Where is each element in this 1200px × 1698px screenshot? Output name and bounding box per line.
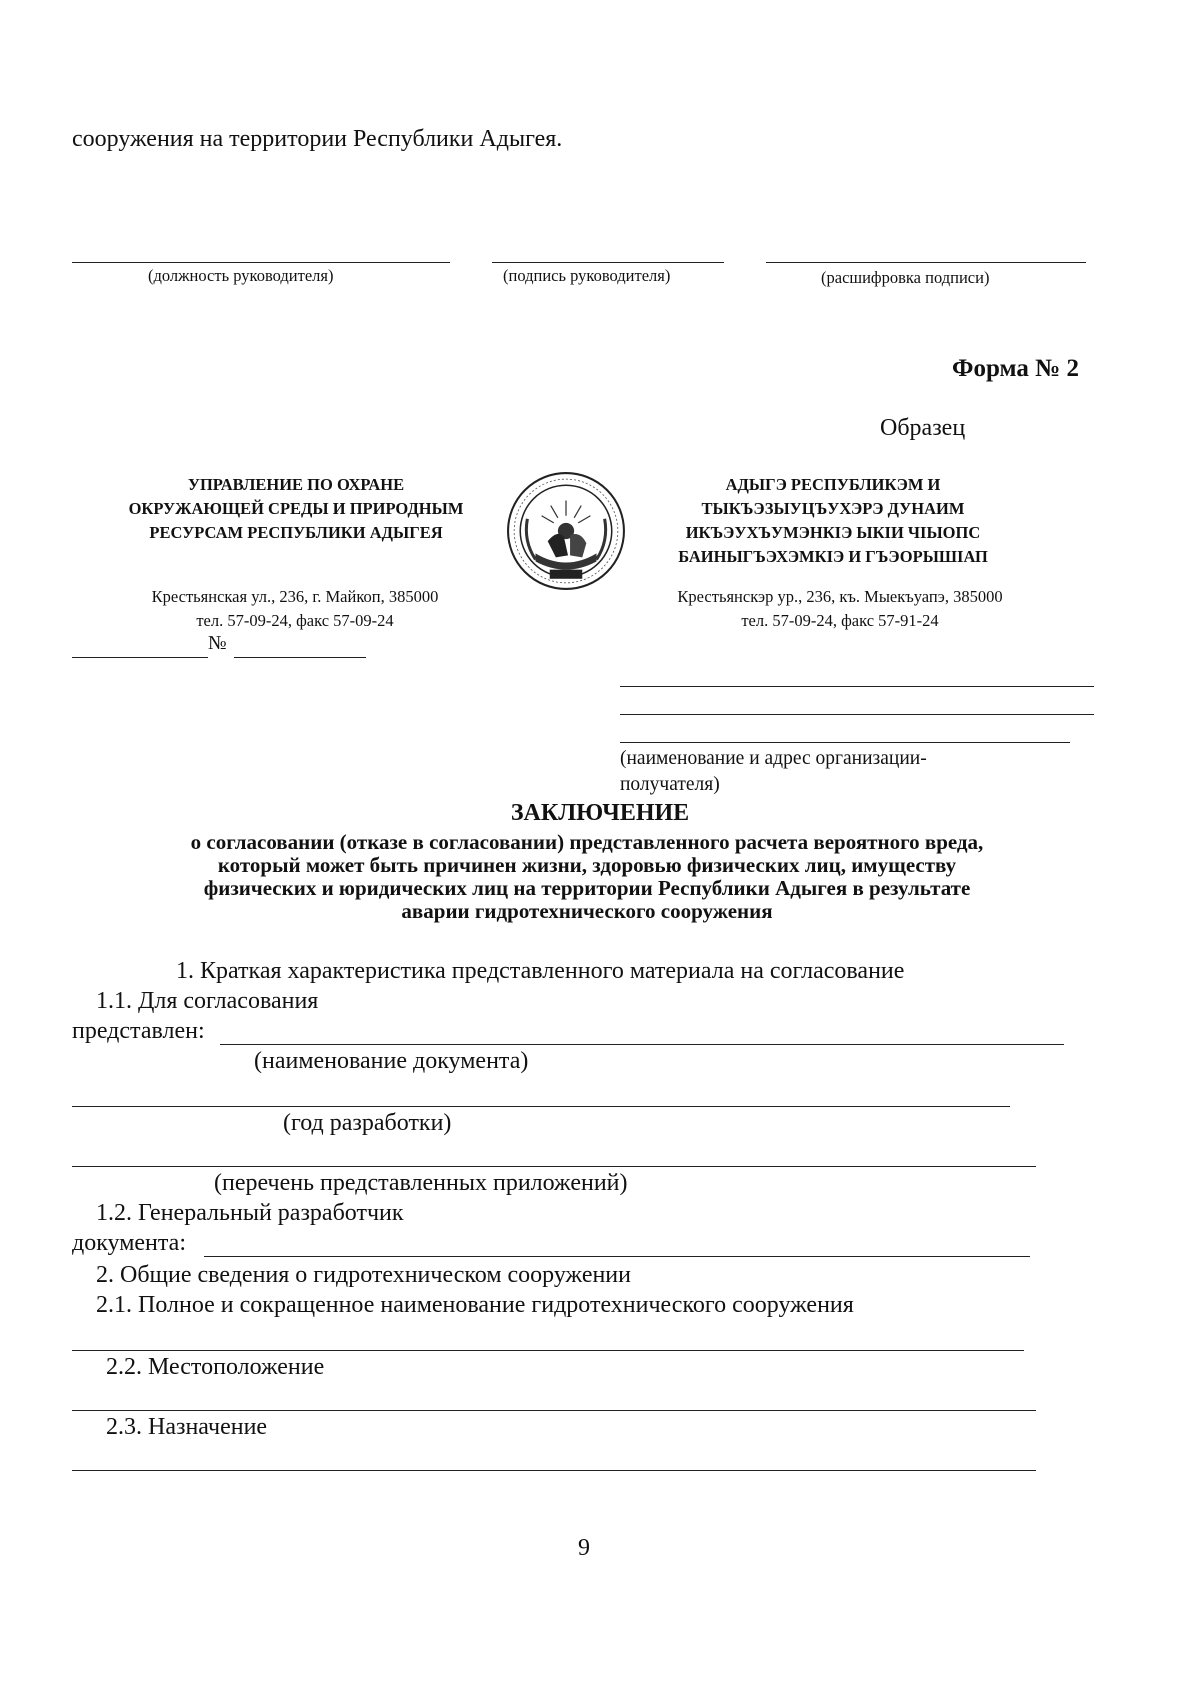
signature-line [492,262,724,263]
location-line[interactable] [72,1410,1036,1411]
header-left-org-line: ОКРУЖАЮЩЕЙ СРЕДЫ И ПРИРОДНЫМ [128,499,464,518]
header-left-org [95,473,497,545]
position-caption: (должность руководителя) [148,266,334,285]
document-subtitle [72,831,1102,923]
header-left-contacts [95,585,495,633]
header-right-address: Крестьянскэр ур., 236, къ. Мыекъуапэ, 385000 [677,587,1003,606]
subtitle-line: аварии гидротехнического сооружения [401,899,773,923]
outgoing-number-line [234,657,366,658]
purpose-line[interactable] [72,1470,1036,1471]
subtitle-line: который может быть причинен жизни, здоровью физических лиц, имуществу [217,853,957,877]
sample-label: Образец [880,415,966,441]
decode-caption: (расшифровка подписи) [821,268,990,287]
recipient-line [620,714,1094,715]
subtitle-line: о согласовании (отказе в согласовании) представленного расчета вероятного вреда, [190,830,984,854]
form-number: Форма № 2 [952,355,1079,382]
document-label: документа: [72,1230,186,1256]
recipient-line [620,686,1094,687]
section-1: 1. Краткая характеристика представленного материала на согласование [176,958,905,984]
recipient-caption: (наименование и адрес организации- [620,748,927,769]
header-right-phone: тел. 57-09-24, факс 57-91-24 [741,611,939,630]
position-line [72,262,450,263]
top-text: сооружения на территории Республики Адыгея. [72,126,563,152]
document-title: ЗАКЛЮЧЕНИЕ [510,800,690,826]
year-line[interactable] [72,1106,1010,1107]
year-caption: (год разработки) [283,1110,452,1136]
presented-label: представлен: [72,1018,205,1044]
section-2: 2. Общие сведения о гидротехническом сооружении [96,1262,631,1288]
section-2-3: 2.3. Назначение [106,1414,268,1440]
recipient-caption: получателя) [620,774,720,795]
attachments-line[interactable] [72,1166,1036,1167]
header-right-org-line: АДЫГЭ РЕСПУБЛИКЭМ И [725,475,941,494]
header-left-address: Крестьянская ул., 236, г. Майкоп, 385000 [151,587,439,606]
attachments-caption: (перечень представленных приложений) [214,1170,628,1196]
decode-line [766,262,1086,263]
header-right-contacts [645,585,1035,633]
subtitle-line: физических и юридических лиц на территории Республики Адыгея в результате [203,876,971,900]
header-left-org-line: УПРАВЛЕНИЕ ПО ОХРАНЕ [187,475,405,494]
section-2-2: 2.2. Местоположение [106,1354,325,1380]
recipient-line [620,742,1070,743]
page-number: 9 [578,1535,590,1561]
header-right-org [648,473,1018,569]
republic-of-adygea-emblem [505,470,627,592]
section-2-1: 2.1. Полное и сокращенное наименование гидротехнического сооружения [96,1292,854,1318]
number-sign: № [208,633,227,654]
section-1-1: 1.1. Для согласования [96,988,319,1014]
doc-name-caption: (наименование документа) [254,1048,529,1074]
header-left-phone: тел. 57-09-24, факс 57-09-24 [196,611,394,630]
presented-line[interactable] [220,1044,1064,1045]
signature-caption: (подпись руководителя) [503,266,671,285]
outgoing-date-line [72,657,208,658]
name-line[interactable] [72,1350,1024,1351]
header-right-org-line: ИКЪЭУХЪУМЭНКIЭ ЫКIИ ЧIЫОПС [685,523,981,542]
header-left-org-line: РЕСУРСАМ РЕСПУБЛИКИ АДЫГЕЯ [149,523,443,542]
developer-line[interactable] [204,1256,1030,1257]
section-1-2: 1.2. Генеральный разработчик [96,1200,404,1226]
header-right-org-line: ТЫКЪЭЗЫУЦЪУХЭРЭ ДУНАИМ [701,499,965,518]
header-right-org-line: БАИНЫГЪЭХЭМКIЭ И ГЪЭОРЫШIАП [678,547,988,566]
